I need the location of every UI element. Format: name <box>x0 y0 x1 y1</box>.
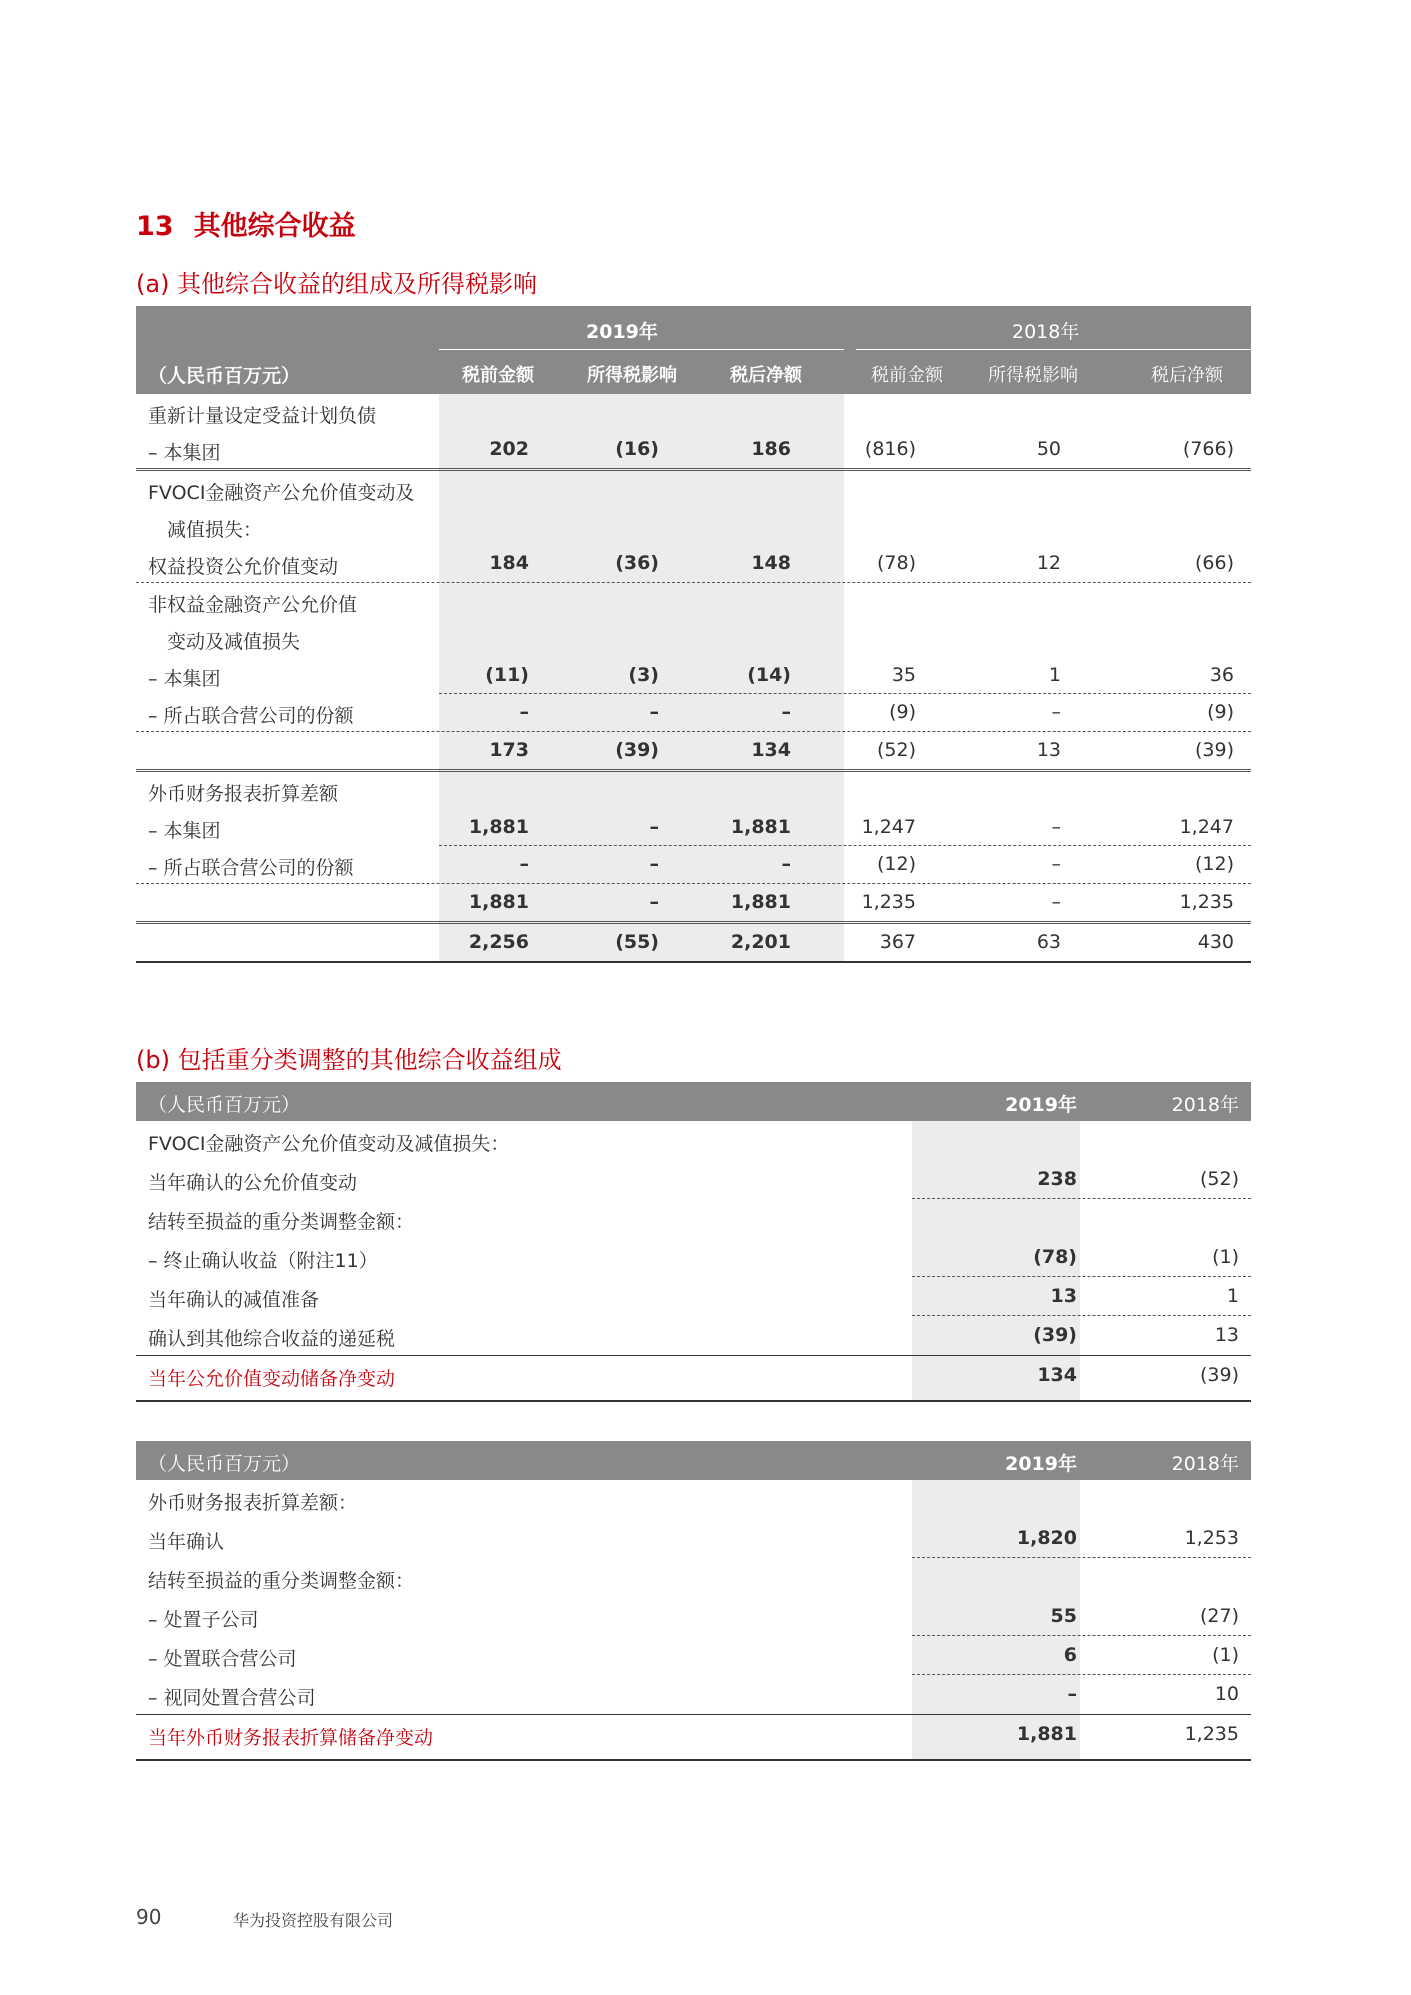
value-2018: 1,235 <box>1184 1723 1239 1745</box>
row-value: 1,247 <box>861 816 916 838</box>
row-value: 202 <box>489 438 529 460</box>
value-2018: (1) <box>1212 1644 1239 1666</box>
row-value: – <box>649 701 659 723</box>
table-row <box>136 809 1251 846</box>
table-row <box>136 1199 1251 1238</box>
row-label: – 处置子公司 <box>148 1609 259 1631</box>
row-label: 确认到其他综合收益的递延税 <box>148 1328 396 1350</box>
table-row <box>136 1636 1251 1675</box>
table-row <box>136 1316 1251 1356</box>
row-value: 148 <box>751 552 791 574</box>
table-b <box>136 1082 1251 1402</box>
row-label: 权益投资公允价值变动 <box>148 556 339 578</box>
table-b-title: (b) 包括重分类调整的其他综合收益组成 <box>136 1046 562 1074</box>
row-label: FVOCI金融资产公允价值变动及减值损失： <box>148 1133 510 1155</box>
row-value: (16) <box>615 438 659 460</box>
row-value: 1,881 <box>468 816 529 838</box>
row-label: 减值损失： <box>148 519 263 541</box>
row-value: (66) <box>1194 552 1234 574</box>
table-row <box>136 508 1251 545</box>
section-title: 其他综合收益 <box>193 211 356 242</box>
table-row <box>136 1277 1251 1316</box>
row-value: – <box>1051 816 1061 838</box>
row-value: (39) <box>1194 739 1234 761</box>
row-label: 重新计量设定受益计划负债 <box>148 405 377 427</box>
table-row <box>136 1519 1251 1558</box>
year-2019-label: 2019年 <box>586 321 658 343</box>
row-label: 当年公允价值变动储备净变动 <box>148 1368 396 1390</box>
value-2018: 1 <box>1226 1285 1239 1307</box>
row-label: FVOCI金融资产公允价值变动及 <box>148 482 415 504</box>
table-row <box>136 1356 1251 1402</box>
row-value: (766) <box>1182 438 1234 460</box>
row-label: – 所占联合营公司的份额 <box>148 705 354 727</box>
row-label: 变动及减值损失 <box>148 631 301 653</box>
table-row <box>136 694 1251 732</box>
row-value: 430 <box>1197 931 1234 953</box>
row-value: 1,881 <box>468 891 529 913</box>
table-row <box>136 1121 1251 1160</box>
value-2019: 134 <box>1037 1364 1077 1386</box>
row-value: 35 <box>891 664 916 686</box>
row-label: – 本集团 <box>148 668 221 690</box>
company-name: 华为投资控股有限公司 <box>233 1911 394 1930</box>
row-value: 36 <box>1209 664 1234 686</box>
table-row <box>136 1558 1251 1597</box>
row-label: 结转至损益的重分类调整金额： <box>148 1570 415 1592</box>
table-row <box>136 394 1251 431</box>
table-row <box>136 1715 1251 1761</box>
row-label: 当年外币财务报表折算储备净变动 <box>148 1727 434 1749</box>
row-label: 非权益金融资产公允价值 <box>148 594 358 616</box>
row-value: – <box>1051 701 1061 723</box>
value-2019: 55 <box>1050 1605 1077 1627</box>
row-value: 12 <box>1036 552 1061 574</box>
row-label: – 所占联合营公司的份额 <box>148 857 354 879</box>
table-row <box>136 1675 1251 1715</box>
row-value: (52) <box>876 739 916 761</box>
table-row <box>136 620 1251 657</box>
row-value: (12) <box>876 853 916 875</box>
year-2018-label: 2018年 <box>1012 321 1080 343</box>
table-row <box>136 545 1251 583</box>
value-2019: 1,820 <box>1016 1527 1077 1549</box>
row-value: – <box>519 853 529 875</box>
row-value: – <box>1051 853 1061 875</box>
table-a-col-header: 所得税影响 <box>988 365 1078 386</box>
table-c-body <box>136 1480 1251 1761</box>
table-b-body <box>136 1121 1251 1402</box>
row-value: 134 <box>751 739 791 761</box>
row-value: 184 <box>489 552 529 574</box>
table-row <box>136 583 1251 620</box>
value-2018: 1,253 <box>1184 1527 1239 1549</box>
table-b-unit: （人民币百万元） <box>148 1094 301 1116</box>
row-value: (36) <box>615 552 659 574</box>
row-value: (14) <box>747 664 791 686</box>
row-label: – 视同处置合营公司 <box>148 1687 316 1709</box>
row-value: 2,256 <box>468 931 529 953</box>
row-value: 173 <box>489 739 529 761</box>
value-2018: 13 <box>1214 1324 1239 1346</box>
row-value: – <box>649 891 659 913</box>
value-2019: 13 <box>1050 1285 1077 1307</box>
row-label: 结转至损益的重分类调整金额： <box>148 1211 415 1233</box>
value-2019: 6 <box>1063 1644 1077 1666</box>
table-c <box>136 1441 1251 1761</box>
row-label: – 本集团 <box>148 442 221 464</box>
row-value: – <box>1051 891 1061 913</box>
table-row <box>136 1480 1251 1519</box>
row-value: 1,247 <box>1179 816 1234 838</box>
row-value: – <box>649 816 659 838</box>
row-value: (9) <box>889 701 916 723</box>
value-2019: 1,881 <box>1016 1723 1077 1745</box>
row-label: 当年确认的公允价值变动 <box>148 1172 358 1194</box>
table-row <box>136 657 1251 694</box>
value-2018: (39) <box>1199 1364 1239 1386</box>
row-value: – <box>781 853 791 875</box>
row-value: 50 <box>1036 438 1061 460</box>
table-a-col-header: 税前金额 <box>871 365 943 386</box>
row-value: (9) <box>1207 701 1234 723</box>
table-c-year-2018: 2018年 <box>1171 1453 1239 1475</box>
row-value: 1,881 <box>730 891 791 913</box>
row-label: 当年确认的减值准备 <box>148 1289 320 1311</box>
row-value: (78) <box>876 552 916 574</box>
table-a-col-header: 税后净额 <box>1151 365 1223 386</box>
row-label: – 本集团 <box>148 820 221 842</box>
value-2018: 10 <box>1214 1683 1239 1705</box>
table-a <box>136 306 1251 963</box>
table-b-year-2019: 2019年 <box>1005 1094 1077 1116</box>
table-row <box>136 431 1251 471</box>
table-row <box>136 846 1251 884</box>
page-number: 90 <box>136 1905 162 1929</box>
table-a-col-header: 所得税影响 <box>587 365 677 386</box>
table-a-title: (a) 其他综合收益的组成及所得税影响 <box>136 270 538 298</box>
row-value: – <box>781 701 791 723</box>
row-value: (3) <box>628 664 659 686</box>
table-b-header <box>136 1082 1251 1121</box>
row-value: 63 <box>1036 931 1061 953</box>
row-value: (39) <box>615 739 659 761</box>
row-value: – <box>519 701 529 723</box>
row-label: 外币财务报表折算差额： <box>148 1492 358 1514</box>
section-heading <box>136 204 356 243</box>
row-value: – <box>649 853 659 875</box>
table-row <box>136 884 1251 924</box>
table-row <box>136 732 1251 772</box>
row-value: 186 <box>751 438 791 460</box>
value-2018: (1) <box>1212 1246 1239 1268</box>
table-row <box>136 1160 1251 1199</box>
row-value: 2,201 <box>730 931 791 953</box>
value-2019: 238 <box>1037 1168 1077 1190</box>
row-value: 1,881 <box>730 816 791 838</box>
row-label: 当年确认 <box>148 1531 225 1553</box>
row-value: (11) <box>485 664 529 686</box>
value-2019: (39) <box>1033 1324 1077 1346</box>
row-label: – 终止确认收益（附注11） <box>148 1250 378 1272</box>
value-2018: (27) <box>1199 1605 1239 1627</box>
table-row <box>136 924 1251 963</box>
table-row <box>136 1238 1251 1277</box>
table-a-col-header: 税后净额 <box>730 365 802 386</box>
section-number: 13 <box>136 211 174 242</box>
row-label: 外币财务报表折算差额 <box>148 783 339 805</box>
row-label: – 处置联合营公司 <box>148 1648 297 1670</box>
table-row <box>136 471 1251 508</box>
table-row <box>136 772 1251 809</box>
value-2019: (78) <box>1033 1246 1077 1268</box>
table-a-year-header <box>136 306 1251 350</box>
row-value: (55) <box>615 931 659 953</box>
table-a-col-header: 税前金额 <box>462 365 534 386</box>
row-value: 1,235 <box>861 891 916 913</box>
table-a-body <box>136 394 1251 963</box>
table-a-unit: （人民币百万元） <box>148 365 301 387</box>
value-2018: (52) <box>1199 1168 1239 1190</box>
row-value: 1,235 <box>1179 891 1234 913</box>
table-c-year-2019: 2019年 <box>1005 1453 1077 1475</box>
row-value: (12) <box>1194 853 1234 875</box>
row-value: 1 <box>1048 664 1061 686</box>
table-c-unit: （人民币百万元） <box>148 1453 301 1475</box>
table-a-column-header <box>136 350 1251 394</box>
table-b-year-2018: 2018年 <box>1171 1094 1239 1116</box>
table-row <box>136 1597 1251 1636</box>
value-2019: – <box>1067 1683 1077 1705</box>
table-c-header <box>136 1441 1251 1480</box>
row-value: 13 <box>1036 739 1061 761</box>
row-value: (816) <box>864 438 916 460</box>
row-value: 367 <box>879 931 916 953</box>
